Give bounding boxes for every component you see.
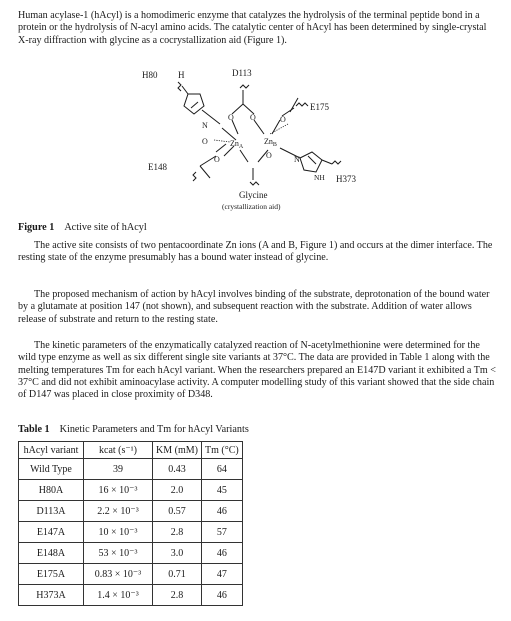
table-row [19,543,243,564]
label-h80: H80 [142,70,158,80]
d113-wavy-bond [240,85,249,88]
cell-tm: 64 [202,459,243,480]
intro-paragraph: Human acylase-1 (hAcyl) is a homodimeric enzyme that catalyzes the hydrolysis of the terminal peptide bond in a protein or the hydrolysis of N-acyl amino acids. The catalytic center of hAcyl has been determined by single-crystal X-ray diffraction with glycine as a cocrystallization aid (Figure 1). [18,10,487,46]
label-o3: O [280,115,286,124]
label-d113: D113 [232,68,252,78]
label-o4: O [202,137,208,146]
cell-variant: H80A [19,480,84,501]
e175-wavy-bond [296,103,308,106]
table-row [19,459,243,480]
label-glycine: Glycine [239,190,268,200]
paragraph-kinetics: The kinetic parameters of the enzymatically catalyzed reaction of N-acetylmethionine were determined for the wild type enzyme as well as six different single site variants at 37°C. The data are provided in Table 1 along with the melting temperatures Tm for each hAcyl variant. When the researchers prepared an E147D variant it exhibited a Tm < 37°C and did not exhibit aminoacylase activity. A computer modelling study of this variant showed that the side chain of D147 was placed in close proximity of D348. [18,340,496,401]
cell-kcat: 39 [84,459,153,480]
paragraph-active-site: The active site consists of two pentacoordinate Zn ions (A and B, Figure 1) and occurs at the dimer interface. The resting state of the enzyme presumably has a bound water instead of glycine. [18,240,493,264]
label-n-left: N [202,121,208,130]
table-row [19,522,243,543]
cell-km: 3.0 [153,543,202,564]
figure-caption [18,222,147,233]
cell-kcat: 10 × 10⁻³ [84,522,153,543]
cell-variant: Wild Type [19,459,84,480]
table-caption-label: Table 1 [18,424,50,435]
cell-kcat: 53 × 10⁻³ [84,543,153,564]
cell-tm: 47 [202,564,243,585]
label-h373: H373 [336,174,356,184]
h373-wavy-bond [332,161,341,164]
label-h-on-h80: H [178,70,185,80]
label-e148: E148 [148,162,167,172]
header-km: KM (mM) [153,442,202,459]
paragraph-mechanism: The proposed mechanism of action by hAcyl involves binding of the substrate, deprotonation of the bound water by a glutamate at position 147 (not shown), and subsequent reaction with the substrate. Addition of water allows release of substrate and return to the resting state. [18,289,490,325]
label-e175: E175 [310,102,329,112]
cell-kcat: 2.2 × 10⁻³ [84,501,153,522]
label-n-right: N [294,155,300,164]
label-zn-b: $Zn_B$ [264,137,277,148]
cell-km: 0.71 [153,564,202,585]
table-row [19,564,243,585]
h80-imidazole-ring [184,94,204,114]
label-o6: O [266,151,272,160]
figure-caption-label: Figure 1 [18,222,55,233]
label-zn-a: $Zn_A$ [230,139,244,150]
header-kcat: kcat (s⁻¹) [84,442,153,459]
kinetic-parameters-table [18,441,243,606]
header-tm: Tm (°C) [202,442,243,459]
table-row [19,585,243,606]
cell-variant: E147A [19,522,84,543]
label-o5: O [214,155,220,164]
table-row [19,501,243,522]
cell-variant: E175A [19,564,84,585]
cell-kcat: 0.83 × 10⁻³ [84,564,153,585]
table-caption [18,424,249,435]
cell-tm: 46 [202,585,243,606]
table-row [19,480,243,501]
e148-wavy-bond [193,172,196,181]
cell-variant: E148A [19,543,84,564]
cell-km: 0.43 [153,459,202,480]
cell-km: 2.8 [153,585,202,606]
active-site-figure [140,68,390,220]
cell-km: 2.8 [153,522,202,543]
cell-variant: H373A [19,585,84,606]
cell-km: 2.0 [153,480,202,501]
header-variant: hAcyl variant [19,442,84,459]
cell-tm: 45 [202,480,243,501]
cell-variant: D113A [19,501,84,522]
h373-imidazole-ring [300,152,322,172]
cell-tm: 46 [202,543,243,564]
figure-caption-text: Active site of hAcyl [64,222,147,233]
glycine-wavy-bond [250,182,259,185]
label-o2: O [250,113,256,122]
cell-km: 0.57 [153,501,202,522]
label-o1: O [228,113,234,122]
label-nh: NH [314,173,325,182]
cell-tm: 57 [202,522,243,543]
cell-kcat: 16 × 10⁻³ [84,480,153,501]
table-header-row [19,442,243,459]
cell-tm: 46 [202,501,243,522]
h80-wavy-bond [178,82,181,91]
label-glycine-note: (crystallization aid) [222,202,281,211]
cell-kcat: 1.4 × 10⁻³ [84,585,153,606]
table-caption-title: Kinetic Parameters and Tm for hAcyl Variants [59,424,249,435]
